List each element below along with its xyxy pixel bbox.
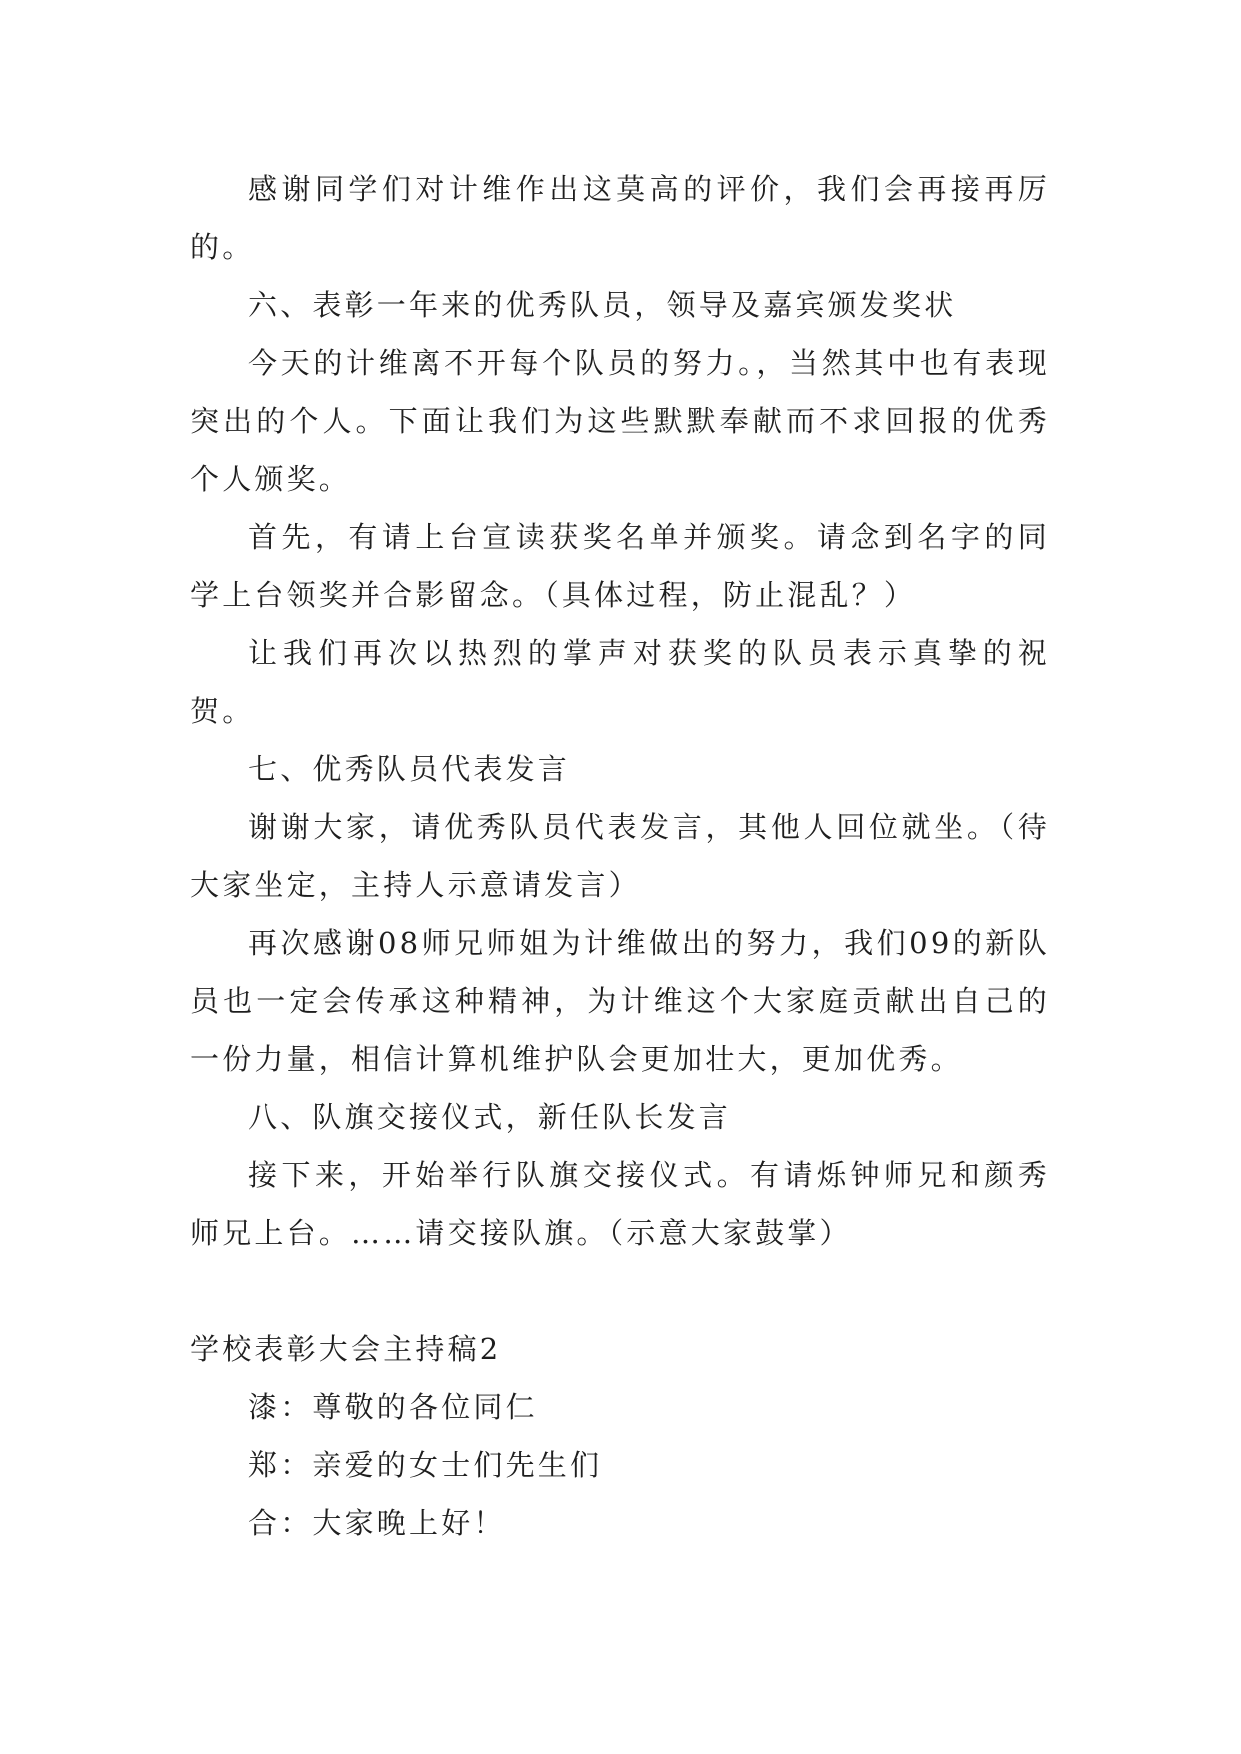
paragraph: 接下来，开始举行队旗交接仪式。有请烁钟师兄和颜秀师兄上台。……请交接队旗。（示意大家鼓掌） — [190, 1158, 1050, 1250]
paragraph: 首先，有请上台宣读获奖名单并颁奖。请念到名字的同学上台领奖并合影留念。（具体过程，防止混乱？） — [190, 520, 1050, 612]
paragraph: 让我们再次以热烈的掌声对获奖的队员表示真挚的祝贺。 — [190, 636, 1050, 728]
dialogue-line: 郑：亲爱的女士们先生们 — [248, 1448, 603, 1482]
paragraph: 再次感谢08师兄师姐为计维做出的努力，我们09的新队员也一定会传承这种精神，为计维这个大家庭贡献出自己的一份力量，相信计算机维护队会更加壮大，更加优秀。 — [190, 926, 1050, 1076]
document-body — [190, 160, 1050, 1552]
section-heading-six: 六、表彰一年来的优秀队员，领导及嘉宾颁发奖状 — [248, 288, 957, 322]
paragraph: 感谢同学们对计维作出这莫高的评价，我们会再接再厉的。 — [190, 172, 1050, 264]
dialogue-line: 漆：尊敬的各位同仁 — [248, 1390, 538, 1424]
blank-line — [190, 1262, 1050, 1320]
section-heading-seven: 七、优秀队员代表发言 — [248, 752, 571, 786]
paragraph: 谢谢大家，请优秀队员代表发言，其他人回位就坐。（待大家坐定，主持人示意请发言） — [190, 810, 1050, 902]
document-section-title: 学校表彰大会主持稿2 — [190, 1332, 502, 1366]
paragraph: 今天的计维离不开每个队员的努力。，当然其中也有表现突出的个人。下面让我们为这些默默奉献而不求回报的优秀个人颁奖。 — [190, 346, 1050, 496]
section-heading-eight: 八、队旗交接仪式，新任队长发言 — [248, 1100, 732, 1134]
dialogue-line: 合：大家晚上好！ — [248, 1506, 506, 1540]
